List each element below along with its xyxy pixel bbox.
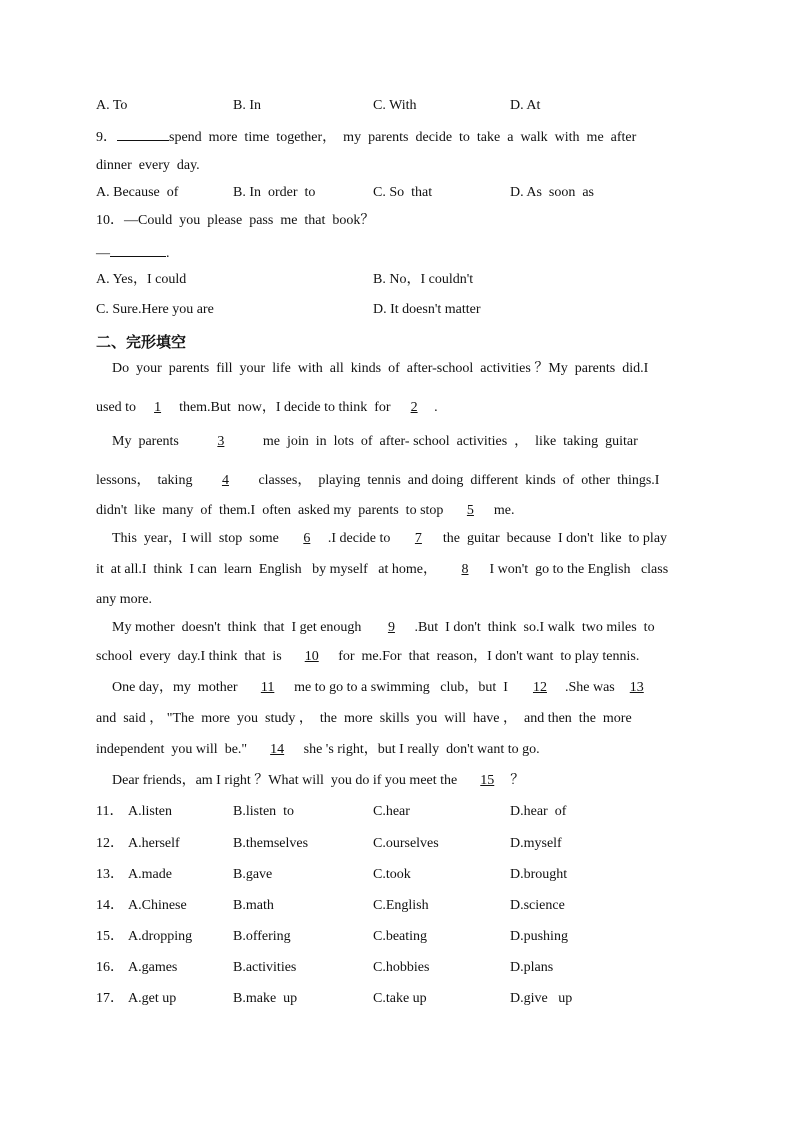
text: she 's right，but I really don't want to go. [303, 742, 540, 757]
q10-option-b: B. No，I couldn't [373, 272, 474, 287]
blank-11: 11 [260, 680, 275, 695]
blank-6: 6 [303, 531, 311, 546]
question-number: 15． [96, 929, 124, 944]
passage-p3-line2 [96, 561, 668, 579]
passage-p2-line2 [96, 472, 659, 490]
blank-10: 10 [304, 649, 319, 664]
q9-stem-line2: dinner every day. [96, 158, 200, 173]
text: .I decide to [327, 531, 391, 546]
option-b: B.gave [233, 867, 273, 882]
text: me. [493, 503, 515, 518]
passage-p3-line3: any more. [96, 592, 152, 607]
option-b: B.activities [233, 960, 297, 975]
q10-option-c: C. Sure.Here you are [96, 302, 214, 317]
passage-p6-line1 [112, 772, 524, 790]
text: me join in lots of after- school activities ， like taking guitar [262, 434, 638, 449]
option-b: B.listen to [233, 804, 295, 819]
option-a: A.dropping [128, 929, 193, 944]
option-c: C.hobbies [373, 960, 430, 975]
option-a: A.get up [128, 991, 177, 1006]
passage-p4-line2 [96, 648, 639, 666]
option-d: D.brought [510, 867, 568, 882]
passage-p2-line1 [112, 433, 638, 451]
q10-option-d: D. It doesn't matter [373, 302, 481, 317]
blank-3: 3 [217, 434, 225, 449]
question-number: 11． [96, 804, 124, 819]
q9-option-a: A. Because of [96, 185, 179, 200]
text: . [434, 400, 438, 415]
text: them.But now，I decide to think for [179, 400, 391, 415]
q10-blank [110, 243, 166, 257]
text: lessons， taking [96, 473, 193, 488]
blank-13: 13 [629, 680, 644, 695]
q10-stem: 10．—Could you please pass me that book？ [96, 213, 375, 228]
q9-stem-line1 [96, 127, 696, 147]
q10-option-a: A. Yes，I could [96, 272, 187, 287]
option-b: B.themselves [233, 836, 309, 851]
text: My mother doesn't think that I get enough [112, 620, 362, 635]
q9-option-c: C. So that [373, 185, 433, 200]
passage-p5-line1 [112, 679, 652, 697]
q8-option-b: B. In [233, 98, 261, 113]
passage-p2-line3 [96, 502, 515, 520]
option-a: A.games [128, 960, 178, 975]
option-d: D.plans [510, 960, 554, 975]
blank-2: 2 [410, 400, 418, 415]
option-c: C.English [373, 898, 429, 913]
blank-7: 7 [414, 531, 422, 546]
blank-4: 4 [221, 473, 229, 488]
option-d: D.science [510, 898, 565, 913]
question-number: 17． [96, 991, 124, 1006]
section-heading: 二、完形填空 [96, 333, 187, 351]
option-c: C.beating [373, 929, 428, 944]
text: Dear friends，am I right ？What will you do if you meet the [112, 773, 458, 788]
q9-option-b: B. In order to [233, 185, 316, 200]
q8-option-a: A. To [96, 98, 128, 113]
passage-p1-line2 [96, 399, 438, 417]
passage-p5-line3 [96, 741, 540, 759]
text: ？ [510, 773, 525, 788]
q10-period: . [166, 246, 170, 261]
q10-answer-line [96, 243, 170, 263]
text: school every day.I think that is [96, 649, 282, 664]
passage-p4-line1 [112, 619, 655, 637]
text: independent you will be." [96, 742, 248, 757]
q9-stem-a: spend more time together， my parents decide to take a walk with me after [169, 130, 637, 145]
option-d: D.pushing [510, 929, 568, 944]
option-b: B.make up [233, 991, 298, 1006]
option-d: D.hear of [510, 804, 567, 819]
option-b: B.math [233, 898, 274, 913]
blank-15: 15 [480, 773, 495, 788]
text: it at all.I think I can learn English by myself at home， [96, 562, 437, 577]
question-number: 14． [96, 898, 124, 913]
text: the guitar because I don't like to play [442, 531, 668, 546]
text: didn't like many of them.I often asked my parents to stop [96, 503, 444, 518]
text: My parents [112, 434, 179, 449]
blank-12: 12 [532, 680, 547, 695]
question-number: 13． [96, 867, 124, 882]
text: This year，I will stop some [112, 531, 279, 546]
q9-number: 9． [96, 130, 117, 145]
text: used to [96, 400, 137, 415]
option-c: C.take up [373, 991, 427, 1006]
q10-dash: — [96, 246, 110, 261]
blank-1: 1 [154, 400, 162, 415]
text: I won't go to the English class [489, 562, 669, 577]
text: me to go to a swimming club，but I [294, 680, 508, 695]
option-a: A.Chinese [128, 898, 187, 913]
question-number: 12． [96, 836, 124, 851]
blank-14: 14 [270, 742, 285, 757]
text: .But I don't think so.I walk two miles to [414, 620, 655, 635]
option-c: C.ourselves [373, 836, 439, 851]
passage-p1-line1: Do your parents fill your life with all kinds of after-school activities ？My parents did.I [112, 361, 649, 376]
text: One day，my mother [112, 680, 238, 695]
q9-blank [117, 127, 169, 141]
blank-5: 5 [466, 503, 474, 518]
passage-p3-line1 [112, 530, 667, 548]
text: classes， playing tennis and doing different kinds of other things.I [258, 473, 660, 488]
blank-9: 9 [387, 620, 395, 635]
text: for me.For that reason，I don't want to play tennis. [338, 649, 640, 664]
option-a: A.listen [128, 804, 172, 819]
option-d: D.myself [510, 836, 562, 851]
option-c: C.hear [373, 804, 410, 819]
text: .She was [564, 680, 615, 695]
option-a: A.herself [128, 836, 180, 851]
q9-option-d: D. As soon as [510, 185, 595, 200]
option-c: C.took [373, 867, 411, 882]
passage-p5-line2: and said ， "The more you study ， the more skills you will have ， and then the more [96, 711, 632, 726]
q8-option-c: C. With [373, 98, 417, 113]
blank-8: 8 [461, 562, 469, 577]
q8-option-d: D. At [510, 98, 541, 113]
question-number: 16． [96, 960, 124, 975]
option-d: D.give up [510, 991, 573, 1006]
option-b: B.offering [233, 929, 291, 944]
option-a: A.made [128, 867, 172, 882]
